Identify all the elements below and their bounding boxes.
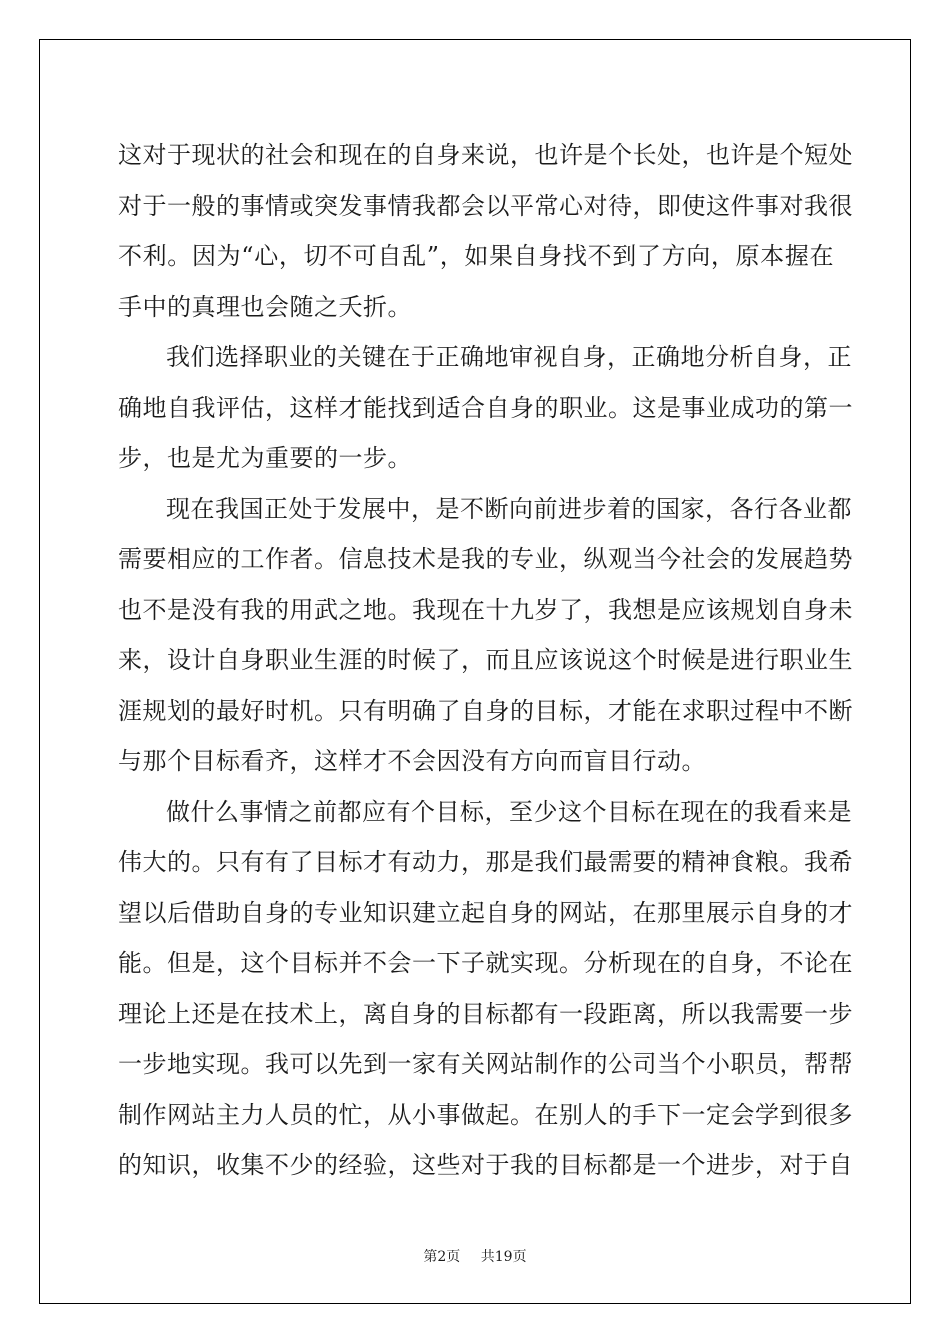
text-line: 现在我国正处于发展中，是不断向前进步着的国家，各行各业都: [166, 494, 852, 523]
document-body: [118, 130, 853, 1191]
text-line: 确地自我评估，这样才能找到适合自身的职业。这是事业成功的第一: [118, 393, 853, 422]
text-line: 我们选择职业的关键在于正确地审视自身，正确地分析自身，正: [166, 343, 852, 371]
text-line: 也不是没有我的用武之地。我现在十九岁了，我想是应该规划自身未: [118, 595, 853, 624]
text-line: 一步地实现。我可以先到一家有关网站制作的公司当个小职员，帮帮: [118, 1050, 853, 1078]
text-line: 能。但是，这个目标并不会一下子就实现。分析现在的自身，不论在: [118, 949, 853, 977]
text-line: 理论上还是在技术上，离自身的目标都有一段距离，所以我需要一步: [118, 999, 853, 1028]
text-line: 涯规划的最好时机。只有明确了自身的目标，才能在求职过程中不断: [118, 696, 853, 725]
text-line: 不利。因为“心，切不可自乱”，如果自身找不到了方向，原本握在: [118, 242, 834, 270]
text-line: 手中的真理也会随之夭折。: [118, 292, 412, 321]
page-total: 共19页: [480, 1249, 527, 1265]
text-line: 这对于现状的社会和现在的自身来说，也许是个长处，也许是个短处: [118, 141, 853, 169]
text-line: 做什么事情之前都应有个目标，至少这个目标在现在的我看来是: [166, 797, 852, 826]
text-line: 对于一般的事情或突发事情我都会以平常心对待，即使这件事对我很: [118, 191, 853, 220]
text-line: 步，也是尤为重要的一步。: [118, 444, 412, 472]
text-line: 与那个目标看齐，这样才不会因没有方向而盲目行动。: [118, 747, 706, 775]
text-line: 需要相应的工作者。信息技术是我的专业，纵观当今社会的发展趋势: [118, 545, 853, 573]
text-line: 望以后借助自身的专业知识建立起自身的网站，在那里展示自身的才: [118, 898, 853, 927]
text-line: 的知识，收集不少的经验，这些对于我的目标都是一个进步，对于自: [118, 1151, 853, 1179]
page-number: 第2页: [423, 1249, 461, 1265]
text-line: 制作网站主力人员的忙，从小事做起。在别人的手下一定会学到很多: [118, 1100, 853, 1129]
text-line: 来，设计自身职业生涯的时候了，而且应该说这个时候是进行职业生: [118, 646, 853, 674]
page-footer: [0, 1246, 950, 1266]
text-line: 伟大的。只有有了目标才有动力，那是我们最需要的精神食粮。我希: [118, 848, 853, 876]
